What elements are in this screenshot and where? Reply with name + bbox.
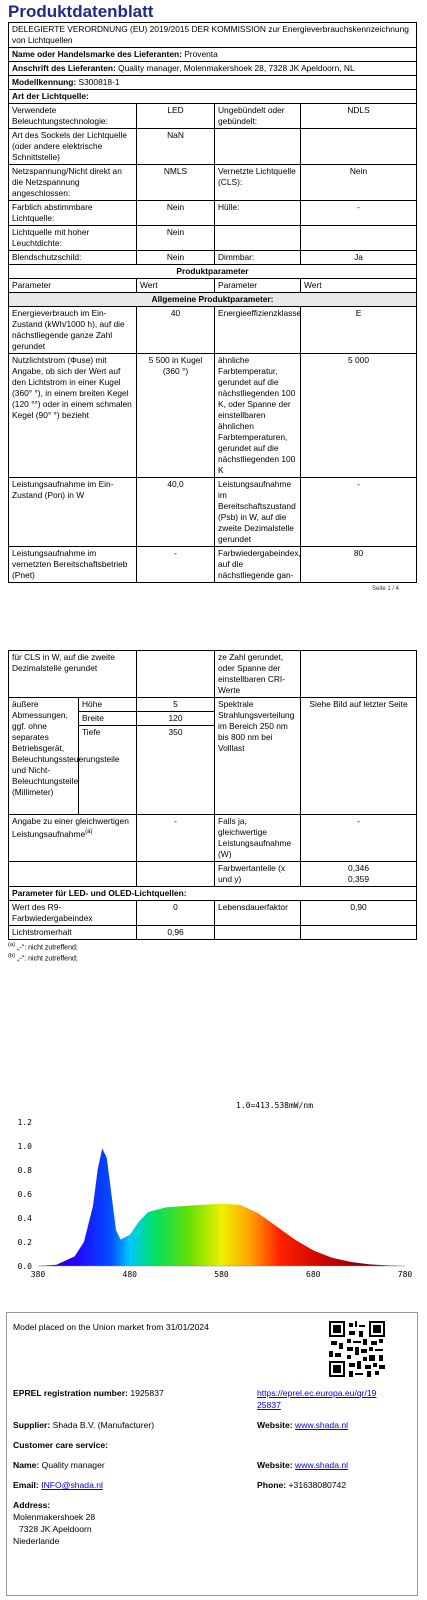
address-value: Quality manager, Molenmakershoek 28, 7328 JK Apeldoorn, NL: [118, 63, 355, 73]
address-line-2: 7328 JK Apeldoorn: [19, 1524, 92, 1534]
r9-label: Wert des R9-Farbwiedergabeindex: [9, 901, 137, 926]
address-row: [9, 62, 417, 76]
address-label: Anschrift des Lieferanten:: [12, 63, 116, 73]
cri-value: 80: [301, 547, 417, 583]
flux-label: Nutzlichtstrom (Φuse) mit Angabe, ob sich der Wert auf den Lichtstrom in einer Kugel (360° °), in einem breiten Kegel (120 °°) oder in einem schmalen Kegel (90° °) bezieht: [9, 354, 137, 478]
footnote-b-text: „-": nicht zutreffend;: [17, 955, 78, 963]
psb-value: -: [301, 478, 417, 547]
height-value: 5: [137, 698, 215, 712]
supplier-label: Supplier:: [13, 1420, 51, 1430]
footnote-a: $^{(a)}$ „-": nicht zutreffend;: [8, 942, 78, 952]
chroma-values: [301, 862, 417, 887]
socket-value: NaN: [137, 129, 215, 165]
pnet-label: Leistungsaufnahme im vernetzten Bereitschaftsbetrieb (Pnet): [9, 547, 137, 583]
chroma-x: 0,346: [348, 863, 369, 873]
tech-label: Verwendete Beleuchtungstechnologie:: [9, 104, 137, 129]
energy-label: Energieverbrauch im Ein-Zustand (kWh/1000 h), auf die nächstliegende ganze Zahl gerundet: [9, 307, 137, 354]
envelope-value: -: [301, 201, 417, 226]
cri-label: Farbwiedergabeindex, auf die nächstliegende gan-: [215, 547, 301, 583]
x-tick-label: 480: [122, 1270, 137, 1279]
depth-value: 350: [137, 726, 215, 815]
qr-code-icon[interactable]: [329, 1321, 385, 1377]
spectrum-chart: [0, 1100, 427, 1300]
socket-label: Art des Sockels der Lichtquelle (oder andere elektrische Schnittstelle): [9, 129, 137, 165]
maint-label: Lichtstromerhalt: [9, 926, 137, 940]
eprel-box: [6, 1312, 418, 1596]
regulation-text: DELEGIERTE VERORDNUNG (EU) 2019/2015 DER KOMMISSION zur Energieverbrauchskennzeichnung von Lichtquellen: [9, 23, 417, 48]
height-label: Höhe: [79, 698, 137, 712]
col-value-header: Wert: [137, 279, 215, 293]
empty-cell: [301, 926, 417, 940]
eprel-link-line-2[interactable]: 25837: [257, 1400, 281, 1410]
spectrum-area: [38, 1148, 405, 1266]
document-title: Produktdatenblatt: [8, 2, 154, 21]
y-tick-label: 0.8: [17, 1166, 32, 1175]
supplier-row: [13, 1419, 154, 1431]
flux-value: 5 500 in Kugel (360 °): [137, 354, 215, 478]
datasheet-table-1: [8, 22, 417, 583]
supplier-value: Shada B.V. (Manufacturer): [52, 1420, 155, 1430]
unbundled-label: Ungebündelt oder gebündelt:: [215, 104, 301, 129]
x-tick-label: 780: [397, 1270, 413, 1279]
mains-label: Netzspannung/Nicht direkt an die Netzspannung angeschlossen:: [9, 165, 137, 201]
pon-label: Leistungsaufnahme im Ein-Zustand (Pon) in W: [9, 478, 137, 547]
col-param-header: Parameter: [215, 279, 301, 293]
brand-value: Proventa: [184, 49, 218, 59]
x-tick-label: 680: [306, 1270, 321, 1279]
general-params-heading: Allgemeine Produktparameter:: [9, 293, 417, 307]
eprel-link-line-1[interactable]: https://eprel.ec.europa.eu/qr/19: [257, 1388, 377, 1398]
equivw-value: -: [301, 815, 417, 862]
mains-value: NMLS: [137, 165, 215, 201]
eprel-row: [13, 1387, 164, 1399]
empty-cell: [9, 862, 137, 887]
x-tick-label: 380: [30, 1270, 46, 1279]
model-label: Modellkennung:: [12, 77, 77, 87]
footnote-a-text: „-": nicht zutreffend;: [17, 944, 78, 952]
website2-label: Website:: [257, 1460, 293, 1470]
pnet-value: -: [137, 547, 215, 583]
address-line-1: Molenmakershoek 28: [13, 1512, 96, 1522]
col-value-header: Wert: [301, 279, 417, 293]
brand-row: [9, 48, 417, 62]
website2-row: [257, 1459, 348, 1471]
empty-cell: [215, 926, 301, 940]
phone-label: Phone:: [257, 1480, 287, 1490]
r9-value: 0: [137, 901, 215, 926]
email-row: [13, 1479, 103, 1491]
phone-value: +31638080742: [288, 1480, 347, 1490]
antiglare-value: Nein: [137, 251, 215, 265]
email-label: Email:: [13, 1480, 39, 1490]
connected-label: Vernetzte Lichtquelle (CLS):: [215, 165, 301, 201]
width-value: 120: [137, 712, 215, 726]
address-heading: Address:: [13, 1500, 51, 1510]
website-label: Website:: [257, 1420, 293, 1430]
empty-cell: [301, 129, 417, 165]
equiv-row: Angabe zu einer gleichwertigen Leistungsaufnahme$^{(a)}$: [9, 815, 137, 862]
eprel-link[interactable]: [257, 1387, 376, 1411]
y-axis: [18, 1118, 33, 1271]
chart-title: 1.0=413.538mW/nm: [236, 1101, 314, 1110]
led-params-heading: Parameter für LED- und OLED-Lichtquellen:: [9, 887, 417, 901]
highlum-value: Nein: [137, 226, 215, 251]
datasheet-page-2: [8, 650, 416, 963]
equiv-value: -: [137, 815, 215, 862]
eclass-value: E: [301, 307, 417, 354]
connected-value: Nein: [301, 165, 417, 201]
website-link[interactable]: www.shada.nl: [295, 1420, 349, 1430]
empty-cell: [137, 862, 215, 887]
pnet-cont-label: für CLS in W, auf die zweite Dezimalstelle gerundet: [9, 651, 137, 698]
address-line-3: Niederlande: [13, 1536, 60, 1546]
footnote-b: $^{(b)}$ „-": nicht zutreffend;: [8, 953, 78, 963]
psb-label: Leistungsaufnahme im Bereitschaftszustand (Psb) in W, auf die zweite Dezimalstelle gerundet: [215, 478, 301, 547]
product-params-heading: Produktparameter: [9, 265, 417, 279]
empty-cell: [215, 129, 301, 165]
dimensions-label: äußere Abmessungen, ggf. ohne separates Betriebsgerät, Beleuchtungssteuerungsteile und Nicht-Beleuchtungsteile (Millimeter): [9, 698, 79, 815]
empty-cell: [301, 226, 417, 251]
y-tick-label: 1.2: [17, 1118, 32, 1127]
eprel-label: EPREL registration number:: [13, 1388, 128, 1398]
phone-row: [257, 1479, 346, 1491]
customer-care-heading: Customer care service:: [13, 1440, 109, 1450]
datasheet-page-1: [8, 2, 416, 583]
name-row: [13, 1459, 105, 1471]
page-number-1: Seite 1 / 4: [372, 586, 400, 592]
empty-cell: [215, 226, 301, 251]
website2-link[interactable]: www.shada.nl: [295, 1460, 349, 1470]
antiglare-label: Blendschutzschild:: [9, 251, 137, 265]
cri-cont-label: ze Zahl gerundet, oder Spanne der einstellbaren CRI-Werte: [215, 651, 301, 698]
y-tick-label: 0.6: [17, 1190, 32, 1199]
life-label: Lebensdauerfaktor: [215, 901, 301, 926]
spectral-value: Siehe Bild auf letzter Seite: [301, 698, 417, 815]
life-value: 0,90: [301, 901, 417, 926]
type-heading: Art der Lichtquelle:: [9, 90, 417, 104]
unbundled-value: NDLS: [301, 104, 417, 129]
empty-cell: [137, 651, 215, 698]
brand-label: Name oder Handelsmarke des Lieferanten:: [12, 49, 182, 59]
website-row: [257, 1419, 348, 1431]
x-tick-label: 580: [214, 1270, 229, 1279]
eclass-label: Energieeffizienzklasse: [215, 307, 301, 354]
envelope-label: Hülle:: [215, 201, 301, 226]
y-tick-label: 0.0: [17, 1262, 32, 1271]
model-value: S300818-1: [78, 77, 120, 87]
highlum-label: Lichtquelle mit hoher Leuchtdichte:: [9, 226, 137, 251]
eprel-value: 1925837: [130, 1388, 164, 1398]
col-param-header: Parameter: [9, 279, 137, 293]
pon-value: 40,0: [137, 478, 215, 547]
chroma-y: 0,359: [348, 874, 369, 884]
tech-value: LED: [137, 104, 215, 129]
y-tick-label: 0.4: [17, 1214, 32, 1223]
y-tick-label: 1.0: [17, 1142, 32, 1151]
tunable-value: Nein: [137, 201, 215, 226]
chroma-label: Farbwertanteile (x und y): [215, 862, 301, 887]
tunable-label: Farblich abstimmbare Lichtquelle:: [9, 201, 137, 226]
y-tick-label: 0.2: [17, 1238, 32, 1247]
energy-value: 40: [137, 307, 215, 354]
model-row: [9, 76, 417, 90]
spectral-label: Spektrale Strahlungsverteilung im Bereich 250 nm bis 800 nm bei Volllast: [215, 698, 301, 815]
cct-value: 5 000: [301, 354, 417, 478]
equivw-label: Falls ja, gleichwertige Leistungsaufnahme (W): [215, 815, 301, 862]
empty-cell: [301, 651, 417, 698]
email-link[interactable]: INFO@shada.nl: [41, 1480, 103, 1490]
x-axis: [31, 1270, 413, 1279]
depth-label: Tiefe: [79, 726, 137, 815]
equiv-label: Angabe zu einer gleichwertigen Leistungsaufnahme: [12, 816, 129, 839]
dimmable-label: Dimmbar:: [215, 251, 301, 265]
name-value: Quality manager: [41, 1460, 105, 1470]
placed-on-market: Model placed on the Union market from 31/01/2024: [13, 1322, 209, 1332]
maint-value: 0,96: [137, 926, 215, 940]
datasheet-table-2: [8, 650, 417, 940]
cct-label: ähnliche Farbtemperatur, gerundet auf die nächstliegenden 100 K, oder Spanne der einstellbaren ähnlichen Farbtemperaturen, gerundet auf die nächstliegenden 100 K: [215, 354, 301, 478]
name-label: Name:: [13, 1460, 40, 1470]
width-label: Breite: [79, 712, 137, 726]
dimmable-value: Ja: [301, 251, 417, 265]
